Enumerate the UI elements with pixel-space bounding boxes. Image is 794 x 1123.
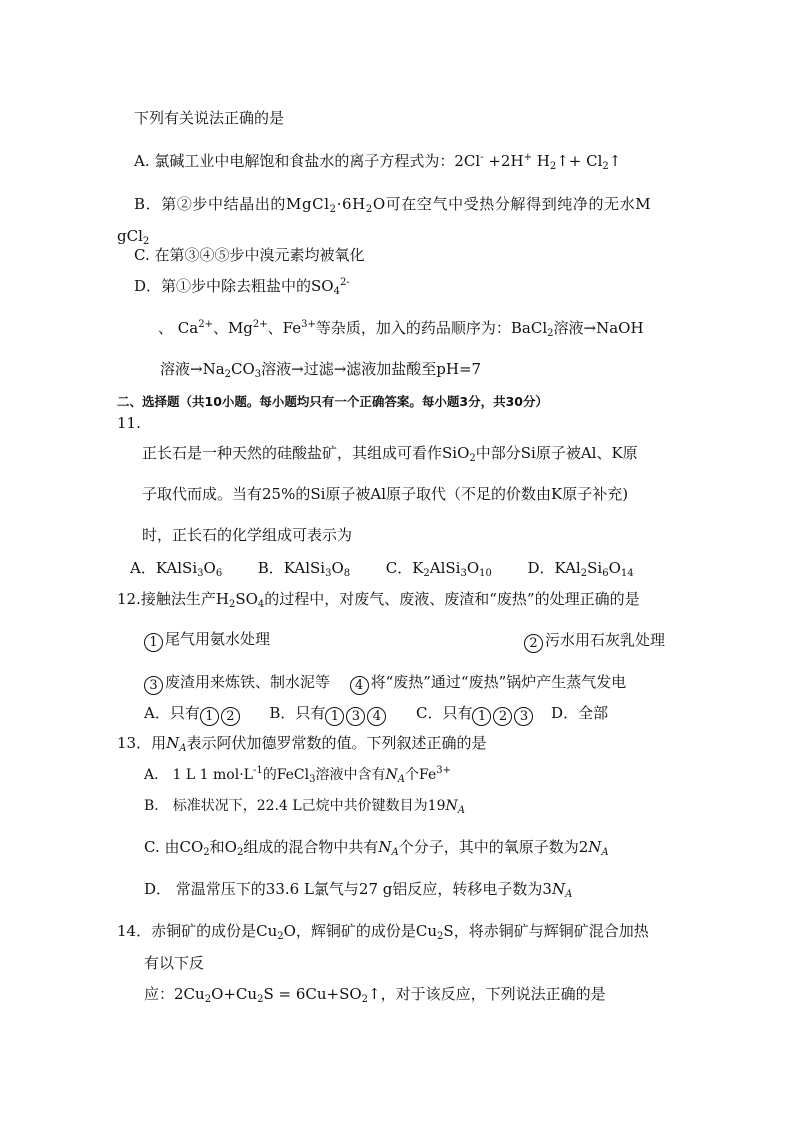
q13-option-b: B． 标准状况下，22.4 L己烷中共价键数目为$19N_A$ [144, 798, 465, 816]
circled-number: 3 [144, 676, 163, 695]
q14-stem-line2: 有以下反 [144, 954, 205, 972]
q11-options [130, 558, 634, 578]
q12-option-b: B．只有 1 3 4 [269, 704, 388, 722]
q10-option-c: C. 在第③④⑤步中溴元素均被氧化 [134, 246, 365, 264]
circled-number: 4 [350, 676, 369, 695]
q12-item-2: 2 污水用石灰乳处理 [524, 629, 665, 653]
q12-stem: 12.接触法生产$H_2SO_4$的过程中，对废气、废液、废渣和“废热”的处理正确的是 [117, 590, 640, 610]
q11-stem-line3: 时，正长石的化学组成可表示为 [142, 526, 353, 544]
q11-option-b: B．$KAlSi_3O_8$ [257, 559, 351, 579]
q13-option-d: D． 常温常压下的33.6 L氯气与27 g铝反应，转移电子数为$3N_A$ [144, 880, 573, 900]
q11-number: 11. [117, 414, 141, 432]
q13-option-c: C. 由$CO_2$和$O_2$组成的混合物中共有$N_A$个分子，其中的氧原子数为$2N_A$ [144, 838, 609, 858]
q12-item-3-4: 3 废渣用来炼铁、制水泥等 4 将“废热”通过“废热”锅炉产生蒸气发电 [144, 672, 626, 695]
q12-option-c: C．只有 1 2 3 [416, 704, 535, 722]
q13-stem: 13．用$N_A$表示阿伏加德罗常数的值。下列叙述正确的是 [117, 734, 487, 754]
q11-option-a: A．$KAlSi_3O_6$ [130, 559, 223, 579]
circled-number: 2 [524, 634, 543, 653]
q13-option-a: A． 1 L 1 $mol\cdot L^{-1}$的FeCl$_3$溶液中含有$N_A$个$Fe^{3+}$ [144, 765, 451, 785]
q11-option-c: C．$K_2AlSi_3O_{10}$ [385, 559, 492, 579]
question-intro: 下列有关说法正确的是 [134, 109, 285, 127]
q10-option-b: B．第②步中结晶出的$MgCl_2\cdot 6H_2O$可在空气中受热分解得到纯净的无水M [134, 195, 652, 215]
q12-option-a: A．只有 1 2 [144, 704, 242, 722]
q12-option-d: D．全部 [551, 704, 609, 722]
q11-option-d: D．$KAl_2Si_6O_{14}$ [527, 559, 634, 579]
q10-option-a: A. 氯碱工业中电解饱和食盐水的离子方程式为：2Cl- +2H+ $H_2↑+$ $Cl_2↑$ [134, 152, 622, 172]
circled-number: 1 [144, 633, 163, 652]
q10-option-d-line3: 溶液$\to Na_2CO_3$溶液→过滤→滤液加盐酸至pH=7 [160, 360, 482, 380]
q12-item-1: 1 尾气用氨水处理 [144, 629, 270, 652]
section-heading: 二、选择题（共10小题。每小题均只有一个正确答案。每小题3分，共30分） [117, 394, 548, 409]
q12-options [144, 703, 608, 726]
q14-stem-line1: 14．赤铜矿的成份是$Cu_2O$，辉铜矿的成份是$Cu_2S$，将赤铜矿与辉铜矿混合加热 [117, 922, 649, 942]
q11-stem-line2: 子取代而成。当有25%的Si原子被Al原子取代（不足的价数由K原子补充) [142, 485, 629, 503]
q10-option-b-wrap: gCl$_2$ [117, 227, 150, 247]
q10-option-d-line2: 、 $Ca^{2+}$、$Mg^{2+}$、$Fe^{3+}$等杂质，加入的药品顺序为：BaCl$_2$溶液→NaOH [158, 319, 644, 339]
q11-stem-line1: 正长石是一种天然的硅酸盐矿，其组成可看作SiO$_2$中部分Si原子被Al、K原 [142, 444, 638, 464]
q10-option-d: D．第①步中除去粗盐中的$SO_4^{2-}$ [134, 277, 350, 297]
q14-stem-line3: 应：$2Cu_2O+Cu_2S$ = $6Cu+SO_2↑$，对于该反应，下列说法正确的是 [144, 985, 606, 1005]
